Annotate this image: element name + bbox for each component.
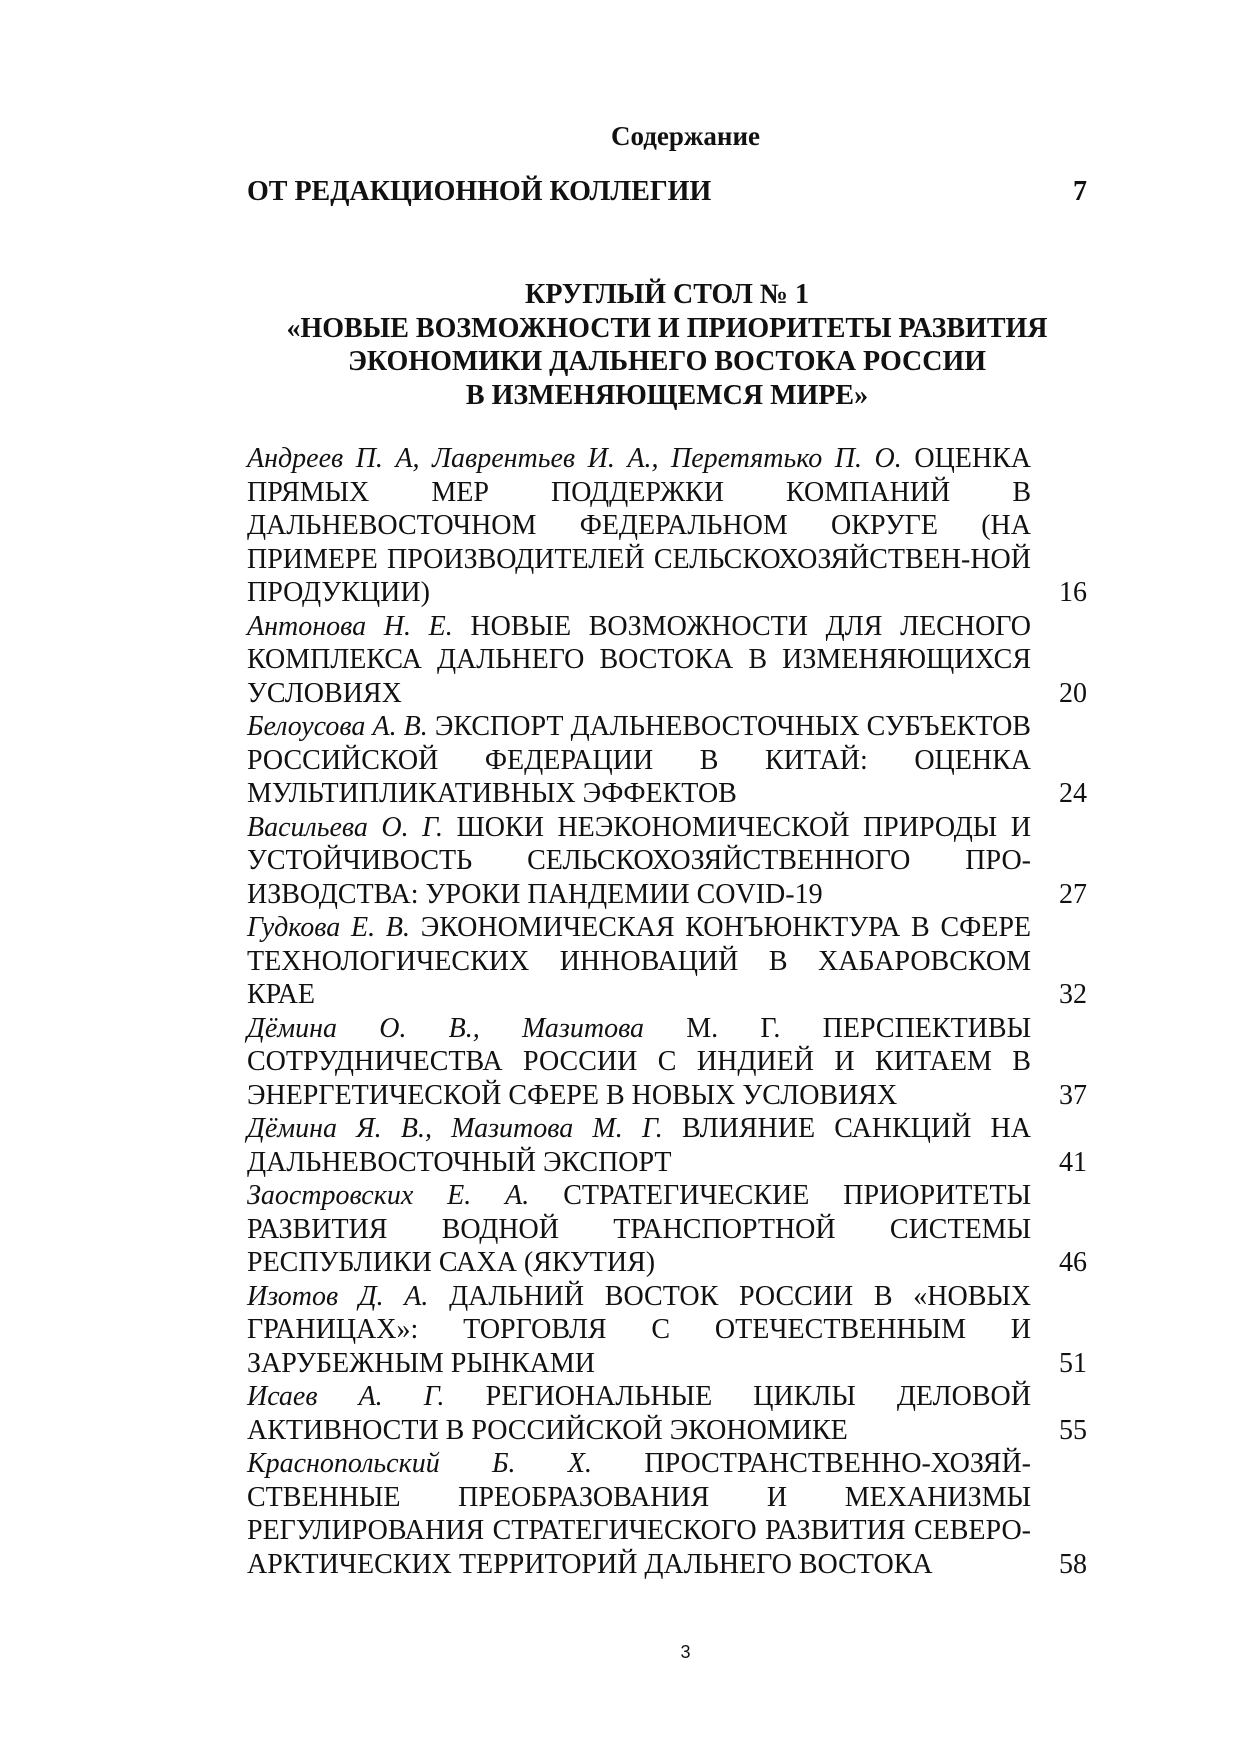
toc-entry-page-number: 55	[1059, 1414, 1087, 1446]
toc-entry-title: ПРОСТРАНСТВЕННО-ХОЗЯЙ-СТВЕННЫЕ ПРЕОБРАЗОВАНИЯ И МЕХАНИЗМЫ РЕГУЛИРОВАНИЯ СТРАТЕГИЧЕСКОГО РАЗВИТИЯ СЕВЕРО-АРКТИЧЕСКИХ ТЕРРИТОРИЙ ДАЛЬНЕГО ВОСТОКА	[247, 1448, 1031, 1580]
toc-entry-authors: Гудкова Е. В.	[247, 912, 410, 943]
toc-entry-page-number: 46	[1059, 1247, 1087, 1278]
toc-entry-text	[247, 610, 1031, 711]
toc-entry-text	[247, 1380, 1031, 1447]
page-title: Содержание	[610, 121, 761, 151]
toc-entry-text	[247, 442, 1031, 610]
section-heading-line: ЭКОНОМИКИ ДАЛЬНЕГО ВОСТОКА РОССИИ	[347, 346, 987, 377]
toc-entry-authors: Изотов Д. А.	[247, 1280, 429, 1312]
toc-entry[interactable]	[247, 1112, 1087, 1179]
toc-entry-page-number: 20	[1059, 677, 1087, 709]
toc-entry-authors: Дёмина Я. В., Мазитова М. Г.	[247, 1113, 663, 1144]
toc-entry[interactable]	[247, 911, 1087, 1012]
toc-entry-authors: Дёмина О. В., Мазитова	[247, 1012, 645, 1044]
toc-entry[interactable]	[247, 1447, 1087, 1581]
toc-entry-title: ОТ РЕДАКЦИОННОЙ КОЛЛЕГИИ	[247, 176, 712, 207]
page-number: 3	[680, 1642, 691, 1662]
toc-entry-text	[247, 1012, 1031, 1113]
toc-entry[interactable]	[247, 1280, 1087, 1381]
toc-entry-page-number: 27	[1059, 878, 1087, 910]
toc-entries	[247, 442, 1087, 1581]
toc-entry-text	[247, 1179, 1031, 1280]
toc-entry-page-number: 51	[1059, 1347, 1087, 1379]
toc-entry-page-number: 24	[1059, 778, 1087, 809]
toc-entry-authors: Васильева О. Г.	[247, 811, 443, 843]
toc-entry[interactable]	[247, 1179, 1087, 1280]
toc-entry-title: ОЦЕНКА ПРЯМЫХ МЕР ПОДДЕРЖКИ КОМПАНИЙ В ДАЛЬНЕВОСТОЧНОМ ФЕДЕРАЛЬНОМ ОКРУГЕ (НА ПРИМЕРЕ ПРОИЗВОДИТЕЛЕЙ СЕЛЬСКОХОЗЯЙСТВЕН-НОЙ ПРОДУКЦИИ)	[247, 443, 1032, 608]
toc-entry-text	[247, 1447, 1031, 1581]
toc-entry-title: ВЛИЯНИЕ САНКЦИЙ НА ДАЛЬНЕВОСТОЧНЫЙ ЭКСПОРТ	[247, 1113, 1031, 1178]
toc-entry-title: ШОКИ НЕЭКОНОМИЧЕСКОЙ ПРИРОДЫ И УСТОЙЧИВОСТЬ СЕЛЬСКОХОЗЯЙСТВЕННОГО ПРО-ИЗВОДСТВА: УРОКИ ПАНДЕМИИ COVID-19	[247, 811, 1031, 910]
toc-entry-authors: Краснопольский Б. Х.	[247, 1448, 592, 1479]
toc-entry-page-number: 7	[1073, 176, 1087, 207]
toc-entry-text	[247, 1280, 1031, 1381]
toc-entry-authors: Заостровских Е. А.	[247, 1180, 530, 1211]
toc-entry[interactable]	[247, 710, 1087, 811]
toc-entry-text	[247, 710, 1031, 811]
toc-entry-page-number: 41	[1059, 1146, 1087, 1178]
toc-entry[interactable]	[247, 1012, 1087, 1113]
toc-entry-page-number: 16	[1059, 577, 1087, 608]
toc-entry-editorial[interactable]	[247, 172, 1087, 212]
toc-entry-text	[247, 1112, 1031, 1179]
toc-entry[interactable]	[247, 442, 1087, 610]
toc-entry[interactable]	[247, 811, 1087, 912]
section-heading-line: В ИЗМЕНЯЮЩЕМСЯ МИРЕ»	[465, 379, 869, 411]
toc-entry-title: М. Г. ПЕРСПЕКТИВЫ СОТРУДНИЧЕСТВА РОССИИ С ИНДИЕЙ И КИТАЕМ В ЭНЕРГЕТИЧЕСКОЙ СФЕРЕ В НОВЫХ УСЛОВИЯХ	[247, 1012, 1031, 1111]
section-heading	[247, 278, 1087, 412]
toc-entry-page-number: 32	[1059, 979, 1087, 1010]
toc-entry-text	[247, 911, 1031, 1012]
toc-entry-title: РЕГИОНАЛЬНЫЕ ЦИКЛЫ ДЕЛОВОЙ АКТИВНОСТИ В РОССИЙСКОЙ ЭКОНОМИКЕ	[247, 1381, 1031, 1446]
toc-entry-title: СТРАТЕГИЧЕСКИЕ ПРИОРИТЕТЫ РАЗВИТИЯ ВОДНОЙ ТРАНСПОРТНОЙ СИСТЕМЫ РЕСПУБЛИКИ САХА (ЯКУТИЯ)	[247, 1180, 1031, 1278]
toc-entry-authors: Андреев П. А, Лаврентьев И. А., Перетятько П. О.	[247, 443, 902, 474]
toc-entry-title: НОВЫЕ ВОЗМОЖНОСТИ ДЛЯ ЛЕСНОГО КОМПЛЕКСА ДАЛЬНЕГО ВОСТОКА В ИЗМЕНЯЮЩИХСЯ УСЛОВИЯХ	[247, 610, 1032, 709]
toc-entry-title: ЭКОНОМИЧЕСКАЯ КОНЪЮНКТУРА В СФЕРЕ ТЕХНОЛОГИЧЕСКИХ ИННОВАЦИЙ В ХАБАРОВСКОМ КРАЕ	[247, 912, 1032, 1010]
toc-entry-authors: Исаев А. Г.	[247, 1381, 445, 1412]
section-heading-line: «НОВЫЕ ВОЗМОЖНОСТИ И ПРИОРИТЕТЫ РАЗВИТИЯ	[286, 312, 1048, 344]
toc-entry[interactable]	[247, 1380, 1087, 1447]
toc-entry-authors: Антонова Н. Е.	[247, 610, 453, 642]
section-heading-line: КРУГЛЫЙ СТОЛ № 1	[525, 279, 809, 310]
toc-entry[interactable]	[247, 610, 1087, 711]
toc-entry-page-number: 37	[1059, 1079, 1087, 1111]
toc-entry-title: ДАЛЬНИЙ ВОСТОК РОССИИ В «НОВЫХ ГРАНИЦАХ»: ТОРГОВЛЯ С ОТЕЧЕСТВЕННЫМ И ЗАРУБЕЖНЫМ РЫНКАМИ	[247, 1280, 1032, 1379]
toc-entry-page-number: 58	[1059, 1548, 1087, 1580]
toc-entry-title: ЭКСПОРТ ДАЛЬНЕВОСТОЧНЫХ СУБЪЕКТОВ РОССИЙСКОЙ ФЕДЕРАЦИИ В КИТАЙ: ОЦЕНКА МУЛЬТИПЛИКАТИВНЫХ ЭФФЕКТОВ	[247, 711, 1031, 809]
toc-entry-text	[247, 811, 1031, 912]
toc-entry-authors: Белоусова А. В.	[247, 711, 428, 742]
